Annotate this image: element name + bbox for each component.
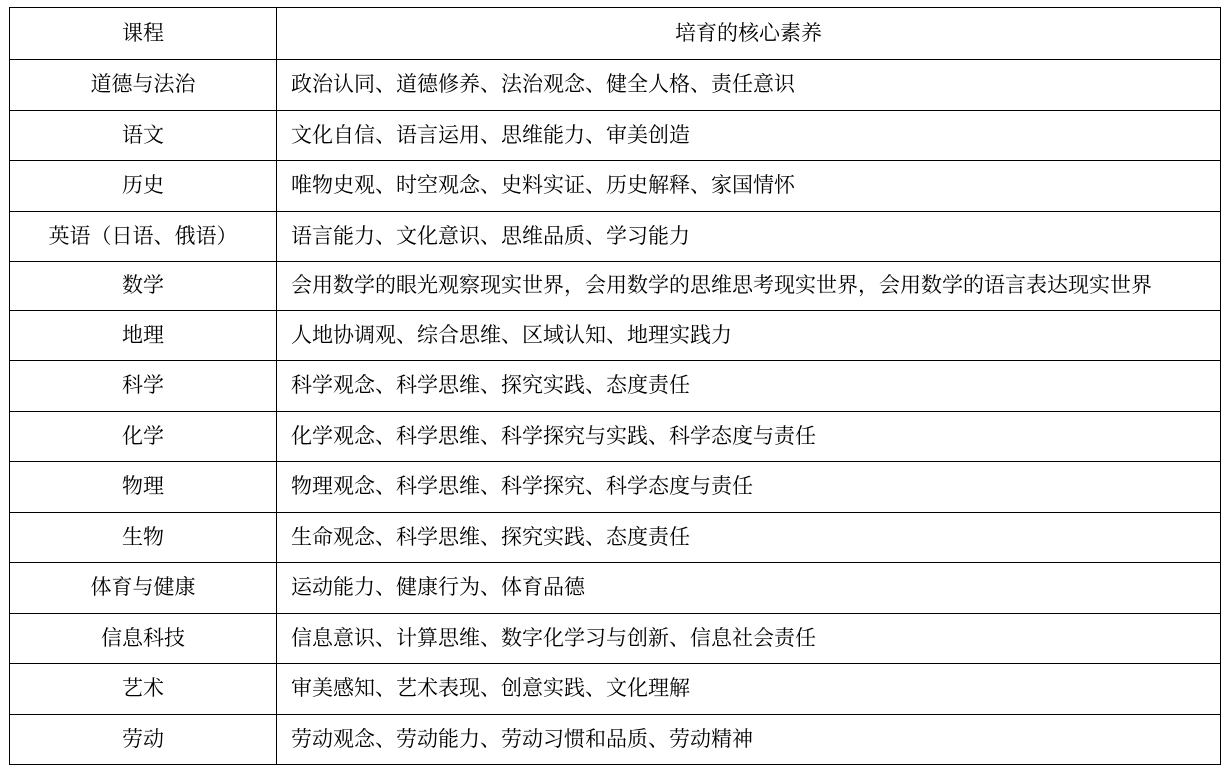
cell-literacy: 运动能力、健康行为、体育品德 bbox=[277, 563, 1221, 614]
cell-literacy: 化学观念、科学思维、科学探究与实践、科学态度与责任 bbox=[277, 411, 1221, 462]
cell-course: 信息科技 bbox=[10, 613, 277, 664]
table-row bbox=[10, 262, 1221, 311]
cell-course: 英语（日语、俄语） bbox=[10, 211, 277, 262]
cell-course: 体育与健康 bbox=[10, 563, 277, 614]
core-literacy-table bbox=[9, 7, 1221, 765]
column-header-literacy: 培育的核心素养 bbox=[277, 8, 1221, 60]
cell-course: 道德与法治 bbox=[10, 60, 277, 111]
table-row bbox=[10, 462, 1221, 513]
document-page bbox=[0, 7, 1229, 763]
cell-course: 数学 bbox=[10, 262, 277, 311]
cell-course: 化学 bbox=[10, 411, 277, 462]
table-row bbox=[10, 411, 1221, 462]
table-row bbox=[10, 512, 1221, 563]
cell-course: 物理 bbox=[10, 462, 277, 513]
cell-literacy: 文化自信、语言运用、思维能力、审美创造 bbox=[277, 110, 1221, 161]
table-row bbox=[10, 211, 1221, 262]
cell-literacy: 生命观念、科学思维、探究实践、态度责任 bbox=[277, 512, 1221, 563]
column-header-course: 课程 bbox=[10, 8, 277, 60]
table-row bbox=[10, 60, 1221, 111]
cell-course: 历史 bbox=[10, 161, 277, 212]
cell-literacy: 政治认同、道德修养、法治观念、健全人格、责任意识 bbox=[277, 60, 1221, 111]
cell-course: 生物 bbox=[10, 512, 277, 563]
cell-literacy: 信息意识、计算思维、数字化学习与创新、信息社会责任 bbox=[277, 613, 1221, 664]
table-row bbox=[10, 161, 1221, 212]
cell-literacy: 审美感知、艺术表现、创意实践、文化理解 bbox=[277, 664, 1221, 715]
cell-literacy: 唯物史观、时空观念、史料实证、历史解释、家国情怀 bbox=[277, 161, 1221, 212]
table-row bbox=[10, 361, 1221, 412]
table-row bbox=[10, 310, 1221, 361]
cell-literacy: 物理观念、科学思维、科学探究、科学态度与责任 bbox=[277, 462, 1221, 513]
cell-literacy: 科学观念、科学思维、探究实践、态度责任 bbox=[277, 361, 1221, 412]
table-header-row bbox=[10, 8, 1221, 60]
cell-literacy: 会用数学的眼光观察现实世界，会用数学的思维思考现实世界，会用数学的语言表达现实世界 bbox=[277, 262, 1221, 311]
table-header bbox=[10, 8, 1221, 60]
table-row bbox=[10, 714, 1221, 765]
cell-literacy: 语言能力、文化意识、思维品质、学习能力 bbox=[277, 211, 1221, 262]
cell-course: 地理 bbox=[10, 310, 277, 361]
cell-course: 劳动 bbox=[10, 714, 277, 765]
table-row bbox=[10, 613, 1221, 664]
cell-literacy: 人地协调观、综合思维、区域认知、地理实践力 bbox=[277, 310, 1221, 361]
table-row bbox=[10, 110, 1221, 161]
table-row bbox=[10, 664, 1221, 715]
table-row bbox=[10, 563, 1221, 614]
cell-literacy: 劳动观念、劳动能力、劳动习惯和品质、劳动精神 bbox=[277, 714, 1221, 765]
cell-course: 科学 bbox=[10, 361, 277, 412]
cell-course: 艺术 bbox=[10, 664, 277, 715]
cell-course: 语文 bbox=[10, 110, 277, 161]
table-body bbox=[10, 60, 1221, 765]
